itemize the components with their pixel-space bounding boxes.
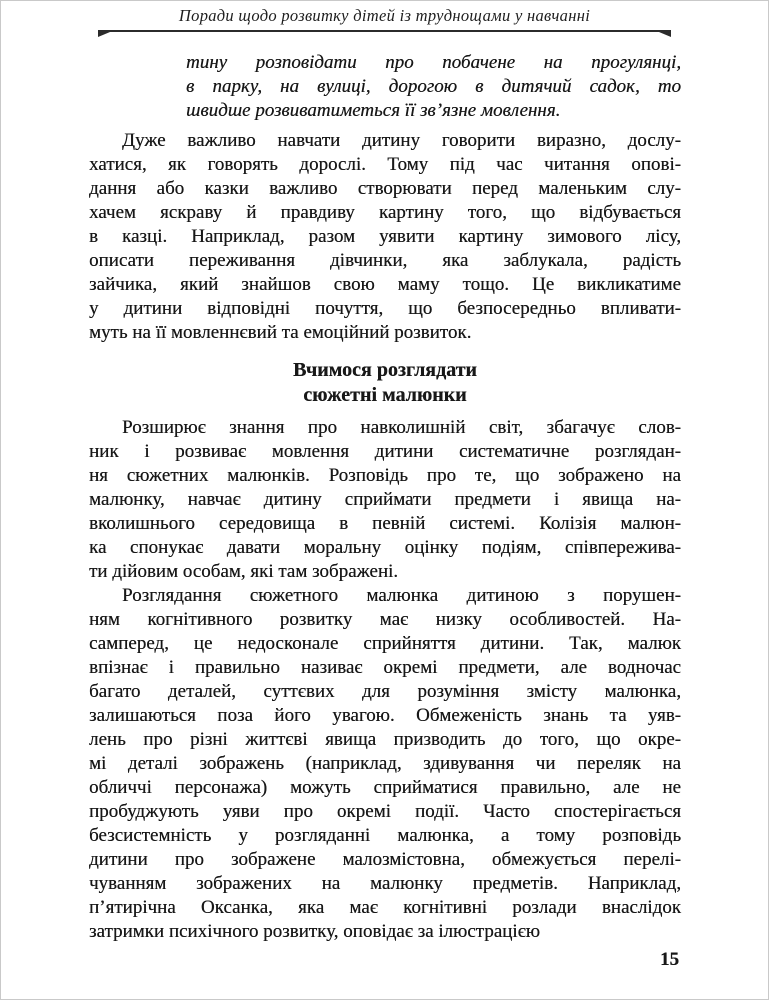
dart-right-icon [659,32,671,37]
text-line: хачем яскраву й правдиву картину того, що відбувається [89,202,681,223]
text-line: обличчі персонажа) можуть сприйматися правильно, але не [89,777,681,798]
text-line: лень про різні життєві явища призводить до того, що окре- [89,729,681,750]
text-line: сюжетні малюнки [303,384,467,406]
section-heading [89,358,681,408]
text-line: ня сюжетних малюнків. Розповідь про те, що зображено на [89,465,681,486]
text-line: п’ятирічна Оксанка, яка має когнітивні розлади внаслідок [89,897,681,918]
text-line: тину розповідати про побачене на прогулянці, [186,52,681,73]
paragraph-1 [89,129,681,345]
text-line: впізнає і правильно називає окремі предмети, але водночас [89,657,681,678]
text-line: зайчика, який знайшов свою маму тощо. Це викликатиме [89,274,681,295]
text-line: дання або казки важливо створювати перед маленьким слу- [89,178,681,199]
text-line: чуванням зображених на малюнку предметів. Наприклад, [89,873,681,894]
text-line: Розширює знання про навколишній світ, збагачує слов- [122,417,681,438]
text-line: у дитини відповідні почуття, що безпосередньо впливати- [89,298,681,319]
page-number: 15 [660,949,679,970]
running-header: Поради щодо розвитку дітей із труднощами у навчанні [178,6,591,25]
text-line: багато деталей, суттєвих для розуміння змісту малюнка, [89,681,681,702]
text-line: дитини про зображене малозмістовна, обмежується перелі- [89,849,681,870]
text-line: малюнку, навчає дитину сприймати предмети і явища на- [89,489,681,510]
text-line: ти дійовим особам, які там зображені. [89,561,399,582]
continuation-passage [186,51,681,123]
text-line: затримки психічного розвитку, оповідає за ілюстрацією [89,921,540,942]
text-line: ник і розвиває мовлення дитини систематичне розглядан- [89,441,681,462]
text-line: в парку, на вулиці, дорогою в дитячий садок, то [186,76,681,97]
text-line: муть на її мовленнєвий та емоційний розвиток. [89,322,472,343]
text-line: самперед, це недосконале сприйняття дитини. Так, малюк [89,633,681,654]
page-text [89,51,681,944]
text-line: Вчимося розглядати [293,359,477,381]
text-line: безсистемність у розгляданні малюнка, а тому розповідь [89,825,681,846]
text-line: ка спонукає давати моральну оцінку подіям, співпережива- [89,537,681,558]
dart-left-icon [98,32,110,37]
text-line: залишаються поза його увагою. Обмеженість знань та уяв- [89,705,681,726]
text-line: мі деталі зображень (наприклад, здивування чи переляк на [89,753,681,774]
text-line: швидше розвиватиметься її зв’язне мовлення. [186,100,561,121]
text-line: ням когнітивного розвитку має низку особливостей. На- [89,609,681,630]
text-line: хатися, як говорять дорослі. Тому під час читання опові- [89,154,681,175]
text-line: вколишнього середовища в певній системі. Колізія малюн- [89,513,681,534]
text-line: в казці. Наприклад, разом уявити картину зимового лісу, [89,226,681,247]
text-line: описати переживання дівчинки, яка заблукала, радість [89,250,681,271]
paragraph-2 [89,416,681,584]
text-line: Дуже важливо навчати дитину говорити виразно, дослу- [122,130,681,151]
header-rule [98,30,671,32]
text-line: пробуджують уяви про окремі події. Часто спостерігається [89,801,681,822]
text-line: Розглядання сюжетного малюнка дитиною з порушен- [122,585,681,606]
paragraph-3 [89,584,681,944]
